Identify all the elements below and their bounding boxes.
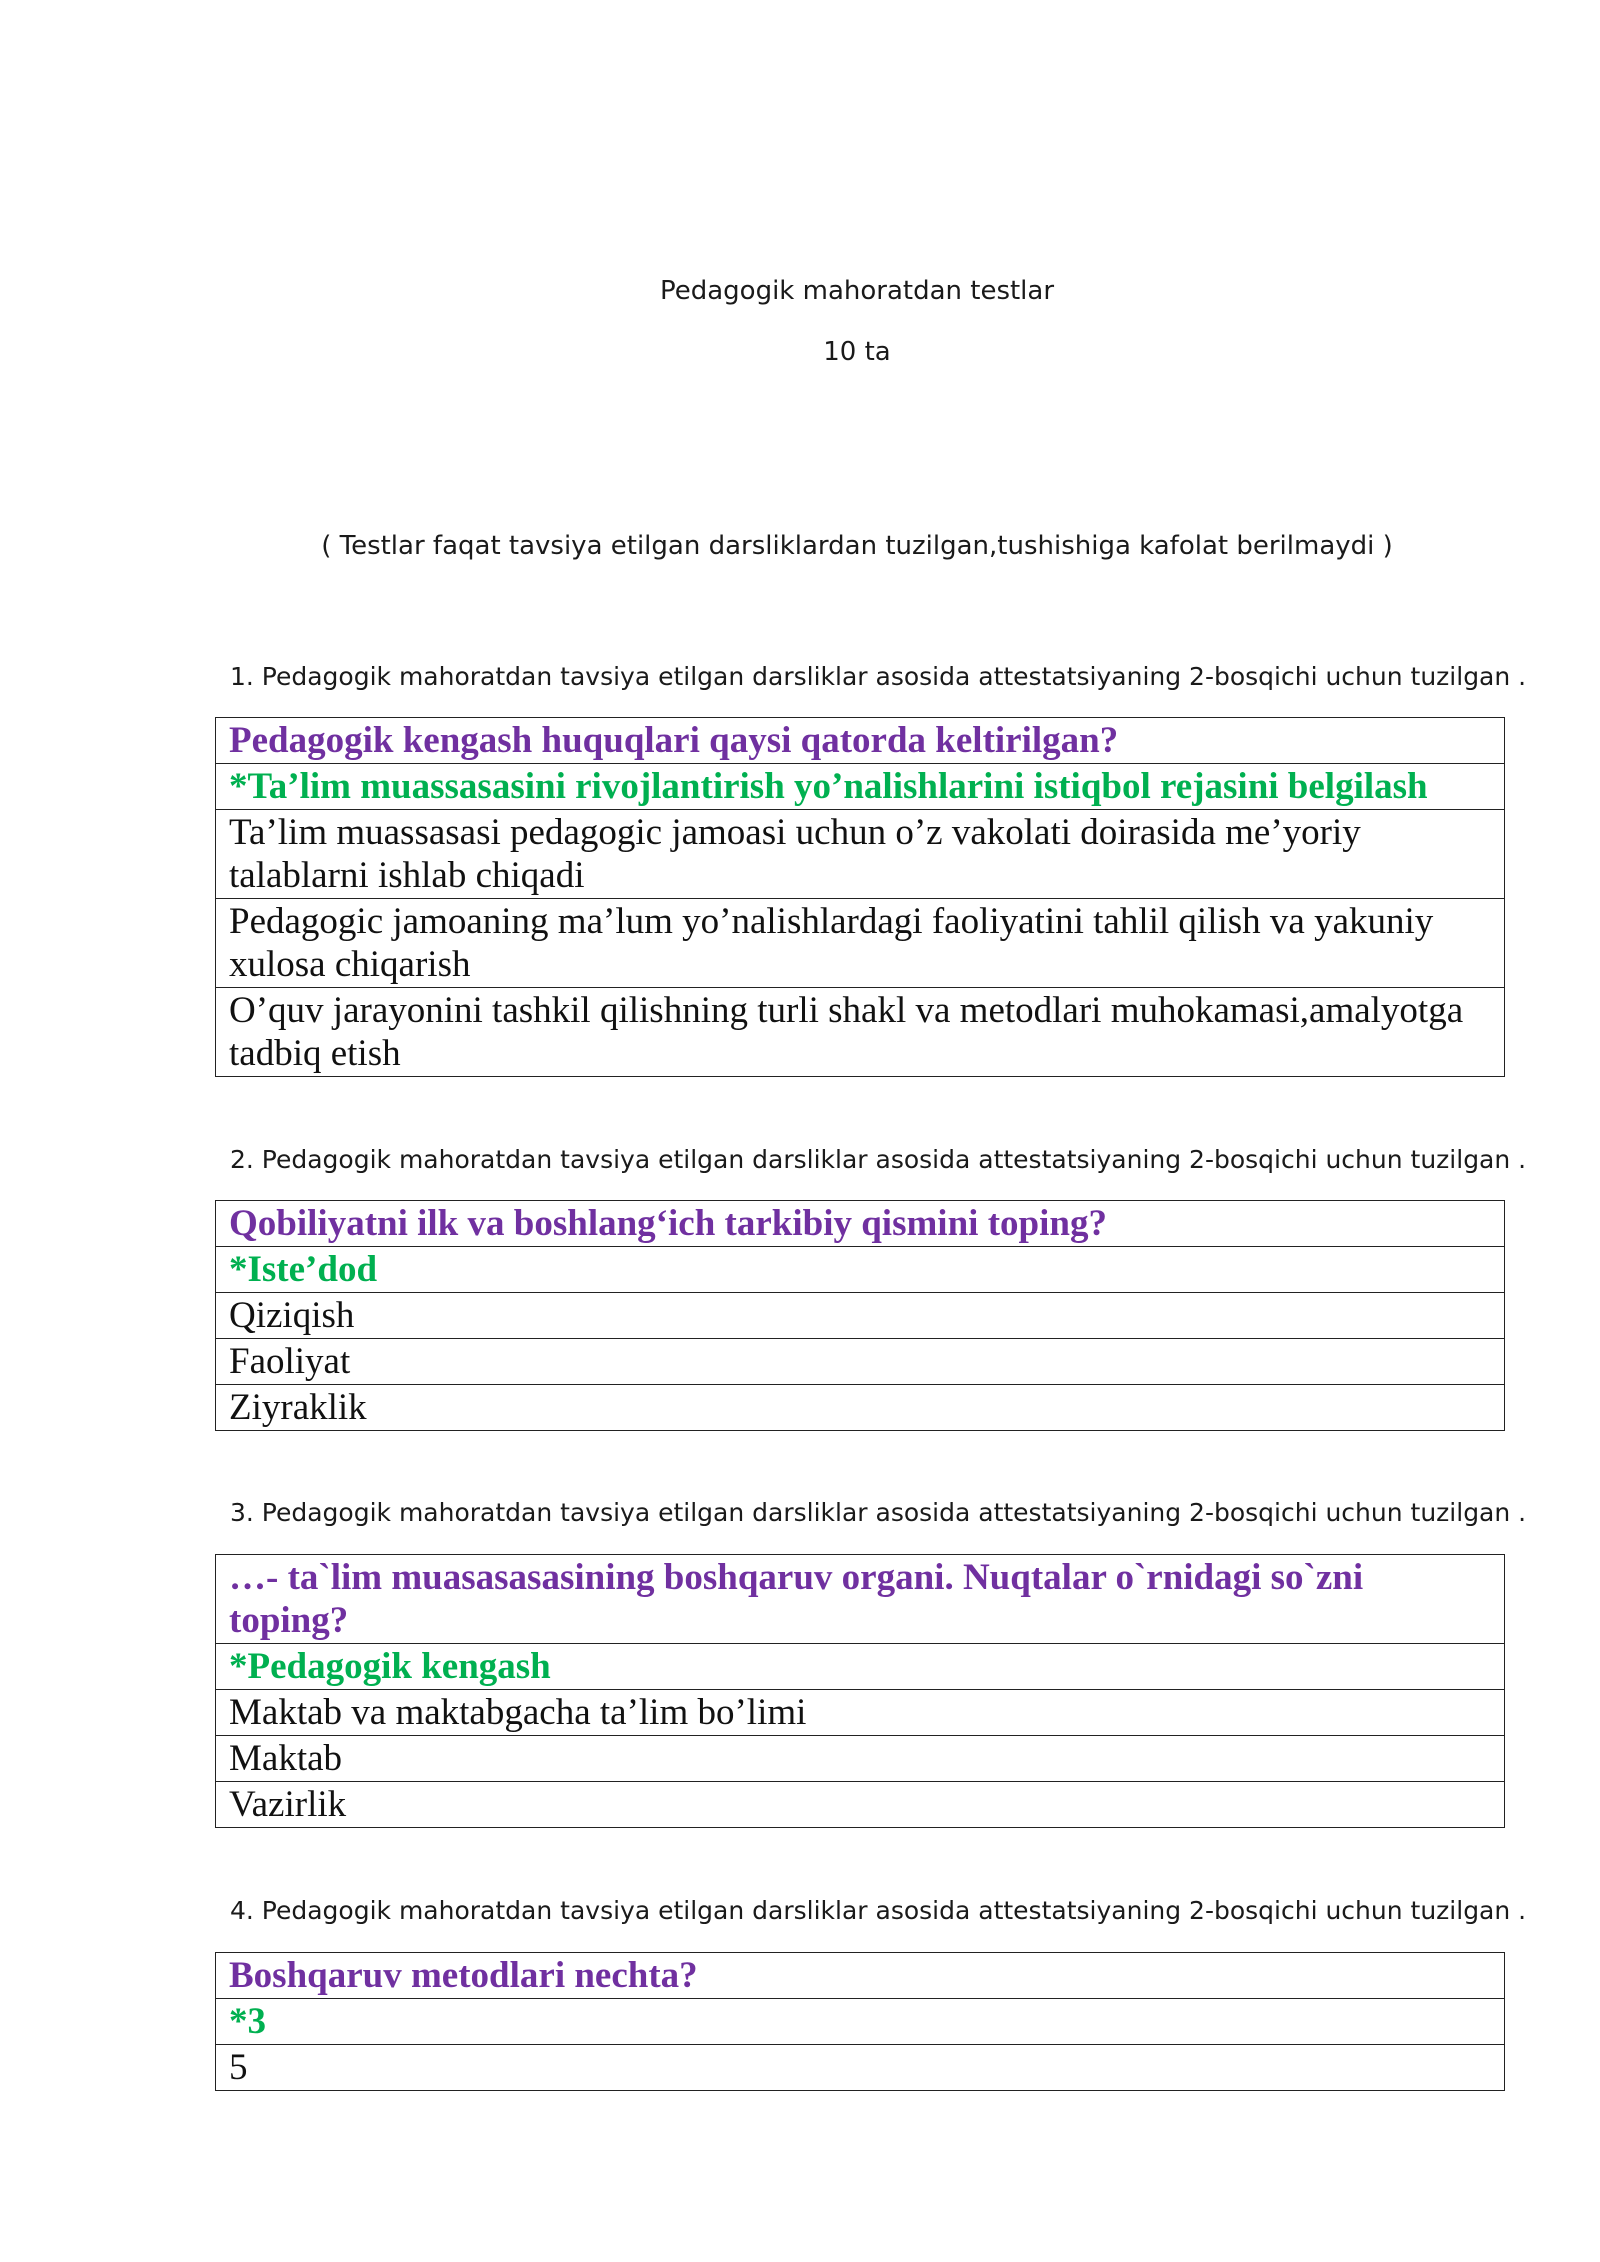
question-intro: 3. Pedagogik mahoratdan tavsiya etilgan darsliklar asosida attestatsiyaning 2-bosqichi uchun tuzilgan . <box>230 1498 1527 1527</box>
question-text: …- ta`lim muasasasasining boshqaruv organi. Nuqtalar o`rnidagi so`zni toping? <box>216 1555 1505 1644</box>
answer-option: 5 <box>216 2045 1505 2091</box>
answer-option: Pedagogic jamoaning ma’lum yo’nalishlardagi faoliyatini tahlil qilish va yakuniy xulosa chiqarish <box>216 899 1505 988</box>
disclaimer: ( Testlar faqat tavsiya etilgan darsliklardan tuzilgan,tushishiga kafolat berilmaydi ) <box>321 531 1393 561</box>
answer-option: Qiziqish <box>216 1293 1505 1339</box>
question-text: Qobiliyatni ilk va boshlang‘ich tarkibiy qismini toping? <box>216 1201 1505 1247</box>
correct-answer: *Pedagogik kengash <box>216 1644 1505 1690</box>
answer-option: Maktab <box>216 1736 1505 1782</box>
answer-option: Ziyraklik <box>216 1385 1505 1431</box>
question-text: Boshqaruv metodlari nechta? <box>216 1953 1505 1999</box>
answer-option: O’quv jarayonini tashkil qilishning turli shakl va metodlari muhokamasi,amalyotga tadbiq etish <box>216 988 1505 1077</box>
answer-option: Ta’lim muassasasi pedagogic jamoasi uchun o’z vakolati doirasida me’yoriy talablarni ishlab chiqadi <box>216 810 1505 899</box>
answer-option: Maktab va maktabgacha ta’lim bo’limi <box>216 1690 1505 1736</box>
answer-option: Faoliyat <box>216 1339 1505 1385</box>
question-text: Pedagogik kengash huquqlari qaysi qatorda keltirilgan? <box>216 718 1505 764</box>
question-intro: 1. Pedagogik mahoratdan tavsiya etilgan darsliklar asosida attestatsiyaning 2-bosqichi uchun tuzilgan . <box>230 662 1527 691</box>
question-table <box>215 1554 1505 1828</box>
correct-answer: *Ta’lim muassasasini rivojlantirish yo’nalishlarini istiqbol rejasini belgilash <box>216 764 1505 810</box>
question-intro: 4. Pedagogik mahoratdan tavsiya etilgan darsliklar asosida attestatsiyaning 2-bosqichi uchun tuzilgan . <box>230 1896 1527 1925</box>
question-count: 10 ta <box>823 337 891 367</box>
correct-answer: *Iste’dod <box>216 1247 1505 1293</box>
question-intro: 2. Pedagogik mahoratdan tavsiya etilgan darsliklar asosida attestatsiyaning 2-bosqichi uchun tuzilgan . <box>230 1145 1527 1174</box>
question-table <box>215 1952 1505 2091</box>
question-table <box>215 1200 1505 1431</box>
correct-answer: *3 <box>216 1999 1505 2045</box>
question-table <box>215 717 1505 1077</box>
answer-option: Vazirlik <box>216 1782 1505 1828</box>
document-title: Pedagogik mahoratdan testlar <box>659 276 1055 306</box>
